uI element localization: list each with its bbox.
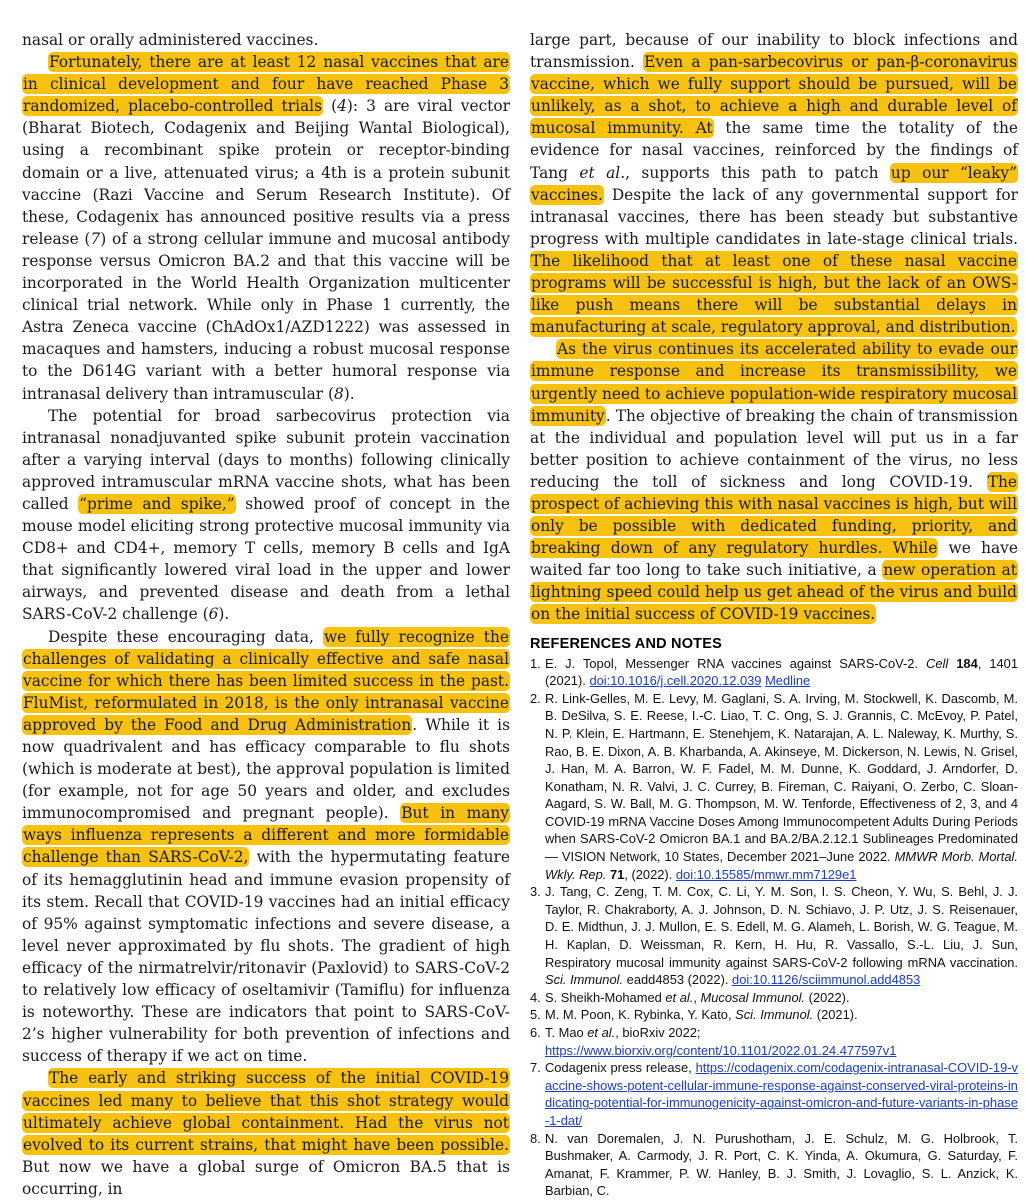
highlight: “prime and spike,” [79, 494, 235, 513]
reference-item: 2. R. Link-Gelles, M. E. Levy, M. Gaglani, S. A. Irving, M. Stockwell, K. Dascomb, M. B. DeSilva, S. E. Reese, I.-C. Liao, T. C. Ong, S. J. Grannis, C. McEvoy, P. Patel, N. P. Klein, E. Hartmann, E. Stenehjem, K. Natarajan, A. L. Naleway, K. Murthy, S. Rao, B. E. Dixon, A. B. Kharbanda, A. Akinseye, M. Dickerson, N. Lewis, N. Grisel, J. Han, M. A. Barron, W. F. Fadel, M. M. Dunne, K. Goddard, J. Arndorfer, D. Konatham, N. R. Valvi, J. C. Currey, B. Fireman, C. Raiyani, O. Zerbo, C. Sloan-Aagard, S. W. Ball, M. G. Thompson, M. W. Tenforde, Effectiveness of 2, 3, and 4 COVID-19 mRNA Vaccine Doses Among Immunocompetent Adults During Periods when SARS-CoV-2 Omicron BA.1 and BA.2/BA.2.12.1 Sublineages Predominated — VISION Network, 10 States, December 2021–June 2022. MMWR Morb. Mortal. Wkly. Rep. 71, (2022). doi:10.15585/mmwr.mm7129e1 [530, 690, 1018, 882]
paragraph: As the virus continues its accelerated ability to evade our immune response and increase its transmissibility, we urgently need to achieve population-wide respiratory mucosal immunity. The objective of breaking the chain of transmission at the individual and population level will put us in a far better position to achieve containment of the virus, no less reducing the toll of sickness and long COVID-19. The prospect of achieving this with nasal vaccines is high, but will only be possible with dedicated funding, priority, and breaking down of any regulatory hurdles. While we have waited far too long to take such initiative, a new operation at lightning speed could help us get ahead of the virus and build on the initial success of COVID-19 vaccines. [530, 340, 1018, 624]
references-heading: REFERENCES AND NOTES [530, 635, 722, 652]
references-list [530, 655, 1018, 1200]
press-release-link[interactable]: https://codagenix.com/codagenix-intranasal-COVID-19-vaccine-shows-potent-cellular-immune-response-against-conserved-viral-proteins-indicating-potential-for-immunogenicity-against-omicron-and-future-variants-in-phase-1-dat/ [545, 1060, 1018, 1128]
highlight: Fortunately, there are at least 12 nasal vaccines that are in clinical development and four have reached Phase 3 randomized, placebo-controlled trials [23, 53, 509, 116]
reference-item: 7. Codagenix press release, https://codagenix.com/codagenix-intranasal-COVID-19-vaccine-shows-potent-cellular-immune-response-against-conserved-viral-proteins-indicating-potential-for-immunogenicity-against-omicron-and-future-variants-in-phase-1-dat/ [530, 1060, 1018, 1128]
medline-link[interactable]: Medline [765, 673, 811, 689]
paragraph: The early and striking success of the initial COVID-19 vaccines led many to believe that this shot strategy would ultimately achieve global containment. Had the virus not evolved to its current strains, that might have been possible. But now we have a global surge of Omicron BA.5 that is occurring, in [22, 1069, 510, 1198]
paragraph: nasal or orally administered vaccines. [22, 31, 319, 49]
biorxiv-link[interactable]: https://www.biorxiv.org/content/10.1101/2022.01.24.477597v1 [545, 1042, 897, 1058]
highlight: Even a pan-sarbecovirus or pan-β-coronavirus vaccine, which we fully support should be pursued, will be unlikely, as a shot, to achieve a high and durable level of mucosal immunity. At [531, 53, 1017, 138]
reference-item: 6. T. Mao et al., bioRxiv 2022; https://www.biorxiv.org/content/10.1101/2022.01.24.477597v1 [530, 1025, 897, 1058]
highlight: But in many ways influenza represents a different and more formidable challenge than SARS-CoV-2, [23, 804, 510, 867]
paragraph: large part, because of our inability to block infections and transmission. Even a pan-sarbecovirus or pan-β-coronavirus vaccine, which we fully support should be pursued, will be unlikely, as a shot, to achieve a high and durable level of mucosal immunity. At the same time the totality of the evidence for nasal vaccines, reinforced by the findings of Tang et al., supports this path to patch up our “leaky” vaccines. Despite the lack of any governmental support for intranasal vaccines, there has been steady but substantive progress with multiple candidates in late-stage clinical trials. The likelihood that at least one of these nasal vaccine programs will be successful is high, but the lack of an OWS-like push means there will be substantial delays in manufacturing at scale, regulatory approval, and distribution. [530, 31, 1018, 337]
highlight: The early and striking success of the initial COVID-19 vaccines led many to believe that this shot strategy would ultimately achieve global containment. Had the virus not evolved to its current strains, that might have been possible. [23, 1069, 509, 1154]
paragraph: Fortunately, there are at least 12 nasal vaccines that are in clinical development and four have reached Phase 3 randomized, placebo-controlled trials (4): 3 are viral vector (Bharat Biotech, Codagenix and Beijing Wantal Biological), using a recombinant spike protein or receptor-binding domain or a live, attenuated virus; a 4th is a protein subunit vaccine (Razi Vaccine and Serum Research Institute). Of these, Codagenix has announced positive results via a press release (7) of a strong cellular immune and mucosal antibody response versus Omicron BA.2 and that this vaccine will be incorporated in the World Health Organization multicenter clinical trial network. While only in Phase 1 currently, the Astra Zeneca vaccine (ChAdOx1/AZD1222) was assessed in macaques and hamsters, inducing a robust mucosal response to the D614G variant with a better humoral response via intranasal delivery than intramuscular (8). [22, 53, 510, 403]
highlight: The prospect of achieving this with nasal vaccines is high, but will only be possible with dedicated funding, priority, and breaking down of any regulatory hurdles. While [531, 472, 1017, 558]
citation: 7 [90, 229, 101, 248]
citation: 8 [334, 384, 344, 403]
highlight: we fully recognize the challenges of validating a clinically effective and safe nasal vaccine for which there has been limited success in the past. FluMist, reformulated in 2018, is the only intranasal vaccine approved by the Food and Drug Administration [23, 627, 509, 734]
highlight: As the virus continues its accelerated ability to evade our immune response and increase its transmissibility, we urgently need to achieve population-wide respiratory mucosal immunity [531, 340, 1017, 425]
reference-item: 4. S. Sheikh-Mohamed et al., Mucosal Immunol. (2022). [530, 989, 850, 1005]
doi-link[interactable]: doi:10.15585/mmwr.mm7129e1 [675, 866, 857, 882]
paragraph: Despite these encouraging data, we fully recognize the challenges of validating a clinically effective and safe nasal vaccine for which there has been limited success in the past. FluMist, reformulated in 2018, is the only intranasal vaccine approved by the Food and Drug Administration. While it is now quadrivalent and has efficacy comparable to flu shots (which is moderate at best), the approval population is limited (for example, not for age 50 years and older, and excludes immunocompromised and pregnant people). But in many ways influenza represents a different and more formidable challenge than SARS-CoV-2, with the hypermutating feature of its hemagglutinin head and immune evasion propensity of its stem. Recall that COVID-19 vaccines had an initial efficacy of 95% against symptomatic infections and severe disease, a level never approximated by flu shots. The gradient of high efficacy of the nirmatrelvir/ritonavir (Paxlovid) to SARS-CoV-2 to relatively low efficacy of oseltamivir (Tamiflu) for influenza is noteworthy. These are indicators that point to SARS-CoV-2’s higher vulnerability for both prevention of infections and success of therapy if we act on time. [22, 627, 510, 1066]
right-body [530, 29, 1018, 626]
doi-link[interactable]: doi:10.1126/sciimmunol.add4853 [732, 972, 921, 988]
citation: 6 [208, 605, 219, 624]
paragraph: The potential for broad sarbecovirus protection via intranasal nonadjuvanted spike subunit protein vaccination after a varying interval (days to months) following clinically approved intramuscular mRNA vaccine shots, what has been called “prime and spike,” showed proof of concept in the mouse model eliciting strong protective mucosal immunity via CD8+ and CD4+, memory T cells, memory B cells and IgA that significantly lowered viral load in the upper and lower airways, and prevented disease and death from a lethal SARS-CoV-2 challenge (6). [22, 406, 510, 624]
reference-item: 1. E. J. Topol, Messenger RNA vaccines against SARS-CoV-2. Cell 184, 1401 (2021). doi:10.1016/j.cell.2020.12.039 Medline [530, 655, 1018, 689]
citation: 4 [337, 97, 347, 116]
highlight: up our “leaky” vaccines. [531, 163, 1017, 204]
reference-item: 5. M. M. Poon, K. Rybinka, Y. Kato, Sci. Immunol. (2021). [530, 1007, 858, 1023]
highlight: The likelihood that at least one of these nasal vaccine programs will be successful is high, but the lack of an OWS-like push means there will be substantial delays in manufacturing at scale, regulatory approval, and distribution. [531, 251, 1017, 337]
reference-item: 8. N. van Doremalen, J. N. Purushotham, J. E. Schulz, M. G. Holbrook, T. Bushmaker, A. Carmody, J. R. Port, C. K. Yinda, A. Okumura, G. Saturday, F. Amanat, F. Krammer, P. W. Hanley, B. J. Smith, J. Lovaglio, S. L. Anzick, K. Barbian, C. [530, 1130, 1018, 1199]
doi-link[interactable]: doi:10.1016/j.cell.2020.12.039 [589, 673, 762, 689]
highlight: new operation at lightning speed could help us get ahead of the virus and build on the initial success of COVID-19 vaccines. [531, 561, 1017, 624]
reference-item: 3. J. Tang, C. Zeng, T. M. Cox, C. Li, Y. M. Son, I. S. Cheon, Y. Wu, S. Behl, J. J. Taylor, R. Chakraborty, A. J. Johnson, D. N. Schiavo, J. P. Utz, J. S. Reisenauer, D. E. Midthun, J. J. Mullon, E. S. Edell, M. G. Alameh, L. Borish, W. G. Teague, M. H. Kaplan, D. Weissman, R. Kern, H. Hu, R. Vassallo, S.-L. Liu, J. Sun, Respiratory mucosal immunity against SARS-CoV-2 following mRNA vaccination. Sci. Immunol. eadd4853 (2022). doi:10.1126/sciimmunol.add4853 [530, 884, 1018, 988]
right-column [530, 29, 1018, 1200]
left-column [22, 29, 510, 1200]
